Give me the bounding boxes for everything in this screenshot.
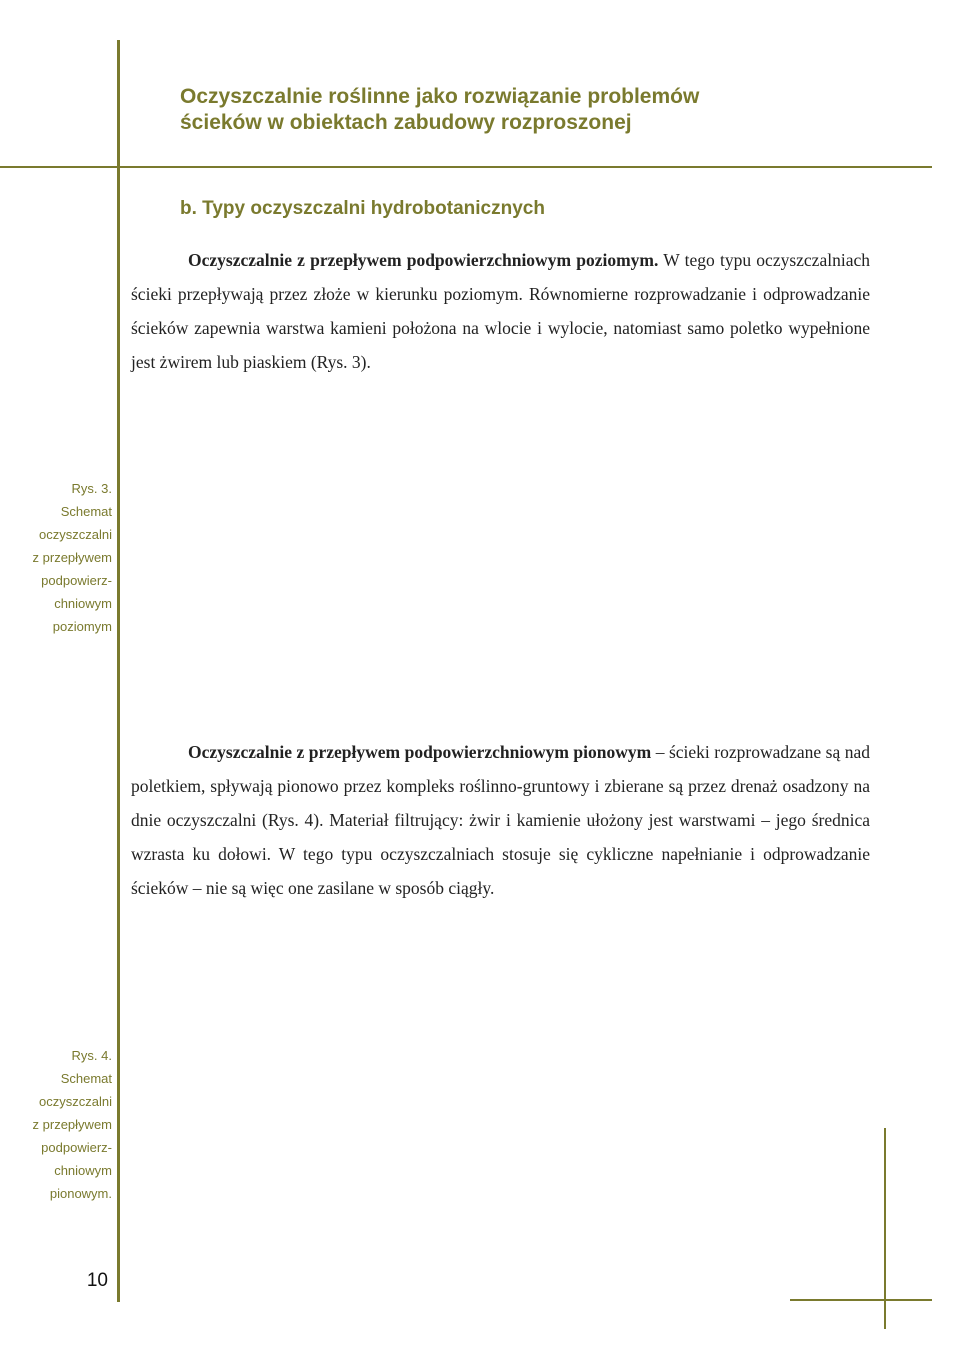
caption-line: z przepływem	[32, 1117, 112, 1132]
caption-line: poziomym	[52, 619, 112, 634]
figure-4-caption	[20, 1044, 112, 1205]
paragraph-body: W tego typu oczyszczalniach ścieki przepływają przez złoże w kierunku poziomym. Równomierne rozprowadzanie i odprowadzanie ścieków zapewnia warstwa kamieni położona na wlocie i wylocie, natomiast samo poletko wypełnione jest żwirem lub piaskiem (Rys. 3).	[131, 250, 870, 372]
page-number: 10	[86, 1270, 108, 1291]
paragraph-lead: Oczyszczalnie z przepływem podpowierzchniowym poziomym.	[188, 250, 659, 270]
figure-3-caption	[20, 477, 112, 638]
caption-line: pionowym.	[49, 1186, 112, 1201]
caption-line: oczyszczalni	[39, 527, 112, 542]
caption-line: Schemat	[60, 504, 112, 519]
title-line-1: Oczyszczalnie roślinne jako rozwiązanie problemów	[180, 85, 700, 108]
caption-line: oczyszczalni	[39, 1094, 112, 1109]
caption-line: podpowierz-	[41, 573, 112, 588]
caption-line: podpowierz-	[41, 1140, 112, 1155]
paragraph-body: – ścieki rozprowadzane są nad poletkiem, spływają pionowo przez kompleks roślinno-gruntowy i zbierane są przez drenaż osadzony na dnie oczyszczalni (Rys. 4). Materiał filtrujący: żwir i kamienie ułożony jest warstwami – jego średnica wzrasta ku dołowi. W tego typu oczyszczalniach stosuje się cykliczne napełnianie i odprowadzanie ścieków – nie są więc one zasilane w sposób ciągły.	[131, 742, 871, 898]
paragraph-vertical-flow	[131, 735, 870, 905]
left-margin-rule	[117, 40, 120, 1302]
caption-line: Rys. 4.	[71, 1048, 112, 1063]
caption-line: Rys. 3.	[71, 481, 112, 496]
header-rule	[0, 166, 932, 168]
paragraph-horizontal-flow	[131, 243, 870, 379]
section-heading: b. Typy oczyszczalni hydrobotanicznych	[180, 198, 545, 219]
corner-mark-horizontal	[790, 1299, 932, 1301]
caption-line: chniowym	[54, 1163, 112, 1178]
paragraph-lead: Oczyszczalnie z przepływem podpowierzchniowym pionowym	[188, 742, 652, 762]
caption-line: Schemat	[60, 1071, 112, 1086]
title-line-2: ścieków w obiektach zabudowy rozproszonej	[180, 111, 632, 134]
page-title	[180, 84, 880, 136]
caption-line: chniowym	[54, 596, 112, 611]
caption-line: z przepływem	[32, 550, 112, 565]
